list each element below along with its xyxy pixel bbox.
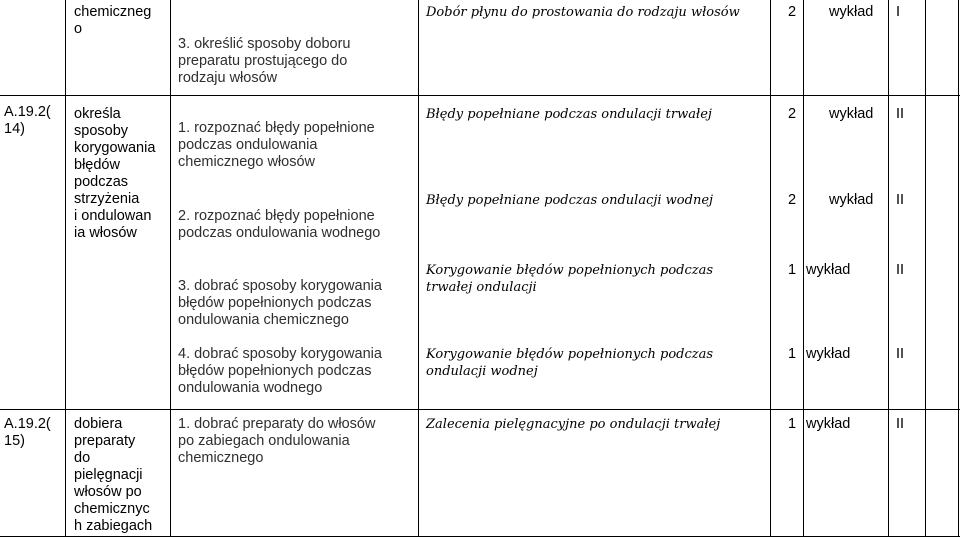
topic-title: Zalecenia pielęgnacyjne po ondulacji trwałej	[426, 417, 721, 432]
topic-form: wykład	[806, 262, 851, 278]
learning-effect: 4. dobrać sposoby korygowania błędów popełnionych podczas ondulowania wodnego	[178, 346, 382, 396]
topic-title: Błędy popełniane podczas ondulacji trwałej	[426, 107, 712, 122]
topic-level: II	[896, 416, 905, 432]
grid-line	[803, 0, 804, 537]
row-divider	[0, 409, 960, 410]
row-description: określa sposoby korygowania błędów podczas strzyżenia i ondulowan ia włosów	[74, 106, 156, 241]
topic-title: Korygowanie błędów popełnionych podczas trwałej ondulacji	[426, 263, 714, 295]
grid-line	[65, 0, 66, 537]
learning-effect: 1. dobrać preparaty do włosów po zabiegach ondulowania chemicznego	[178, 416, 376, 466]
grid-line	[888, 0, 889, 537]
topic-form: wykład	[829, 106, 874, 122]
topic-level: II	[896, 106, 905, 122]
topic-hours: 1	[788, 346, 797, 362]
topic-title: Korygowanie błędów popełnionych podczas ondulacji wodnej	[426, 347, 714, 379]
row-divider	[0, 95, 960, 96]
topic-form: wykład	[806, 416, 851, 432]
topic-form: wykład	[806, 346, 851, 362]
topic-form: wykład	[829, 192, 874, 208]
topic-title: Dobór płynu do prostowania do rodzaju włosów	[426, 5, 740, 20]
topic-hours: 2	[788, 4, 797, 20]
row-description: chemiczneg o	[74, 4, 152, 37]
topic-hours: 2	[788, 192, 797, 208]
learning-effect: 3. określić sposoby doboru preparatu prostującego do rodzaju włosów	[178, 36, 351, 86]
topic-level: II	[896, 346, 905, 362]
topic-hours: 1	[788, 416, 797, 432]
topic-level: I	[896, 4, 901, 20]
topic-title: Błędy popełniane podczas ondulacji wodnej	[426, 193, 714, 208]
topic-level: II	[896, 262, 905, 278]
grid-line	[958, 0, 959, 537]
grid-line	[418, 0, 419, 537]
learning-effect: 1. rozpoznać błędy popełnione podczas ondulowania chemicznego włosów	[178, 120, 375, 170]
row-code: A.19.2( 14)	[4, 104, 51, 137]
row-description: dobiera preparaty do pielęgnacji włosów po chemicznyc h zabiegach	[74, 416, 153, 534]
row-code: A.19.2( 15)	[4, 416, 51, 449]
grid-line	[770, 0, 771, 537]
topic-hours: 2	[788, 106, 797, 122]
learning-effect: 2. rozpoznać błędy popełnione podczas ondulowania wodnego	[178, 208, 381, 241]
topic-level: II	[896, 192, 905, 208]
topic-form: wykład	[829, 4, 874, 20]
learning-effect: 3. dobrać sposoby korygowania błędów popełnionych podczas ondulowania chemicznego	[178, 278, 382, 328]
grid-line	[925, 0, 926, 537]
grid-line	[170, 0, 171, 537]
topic-hours: 1	[788, 262, 797, 278]
